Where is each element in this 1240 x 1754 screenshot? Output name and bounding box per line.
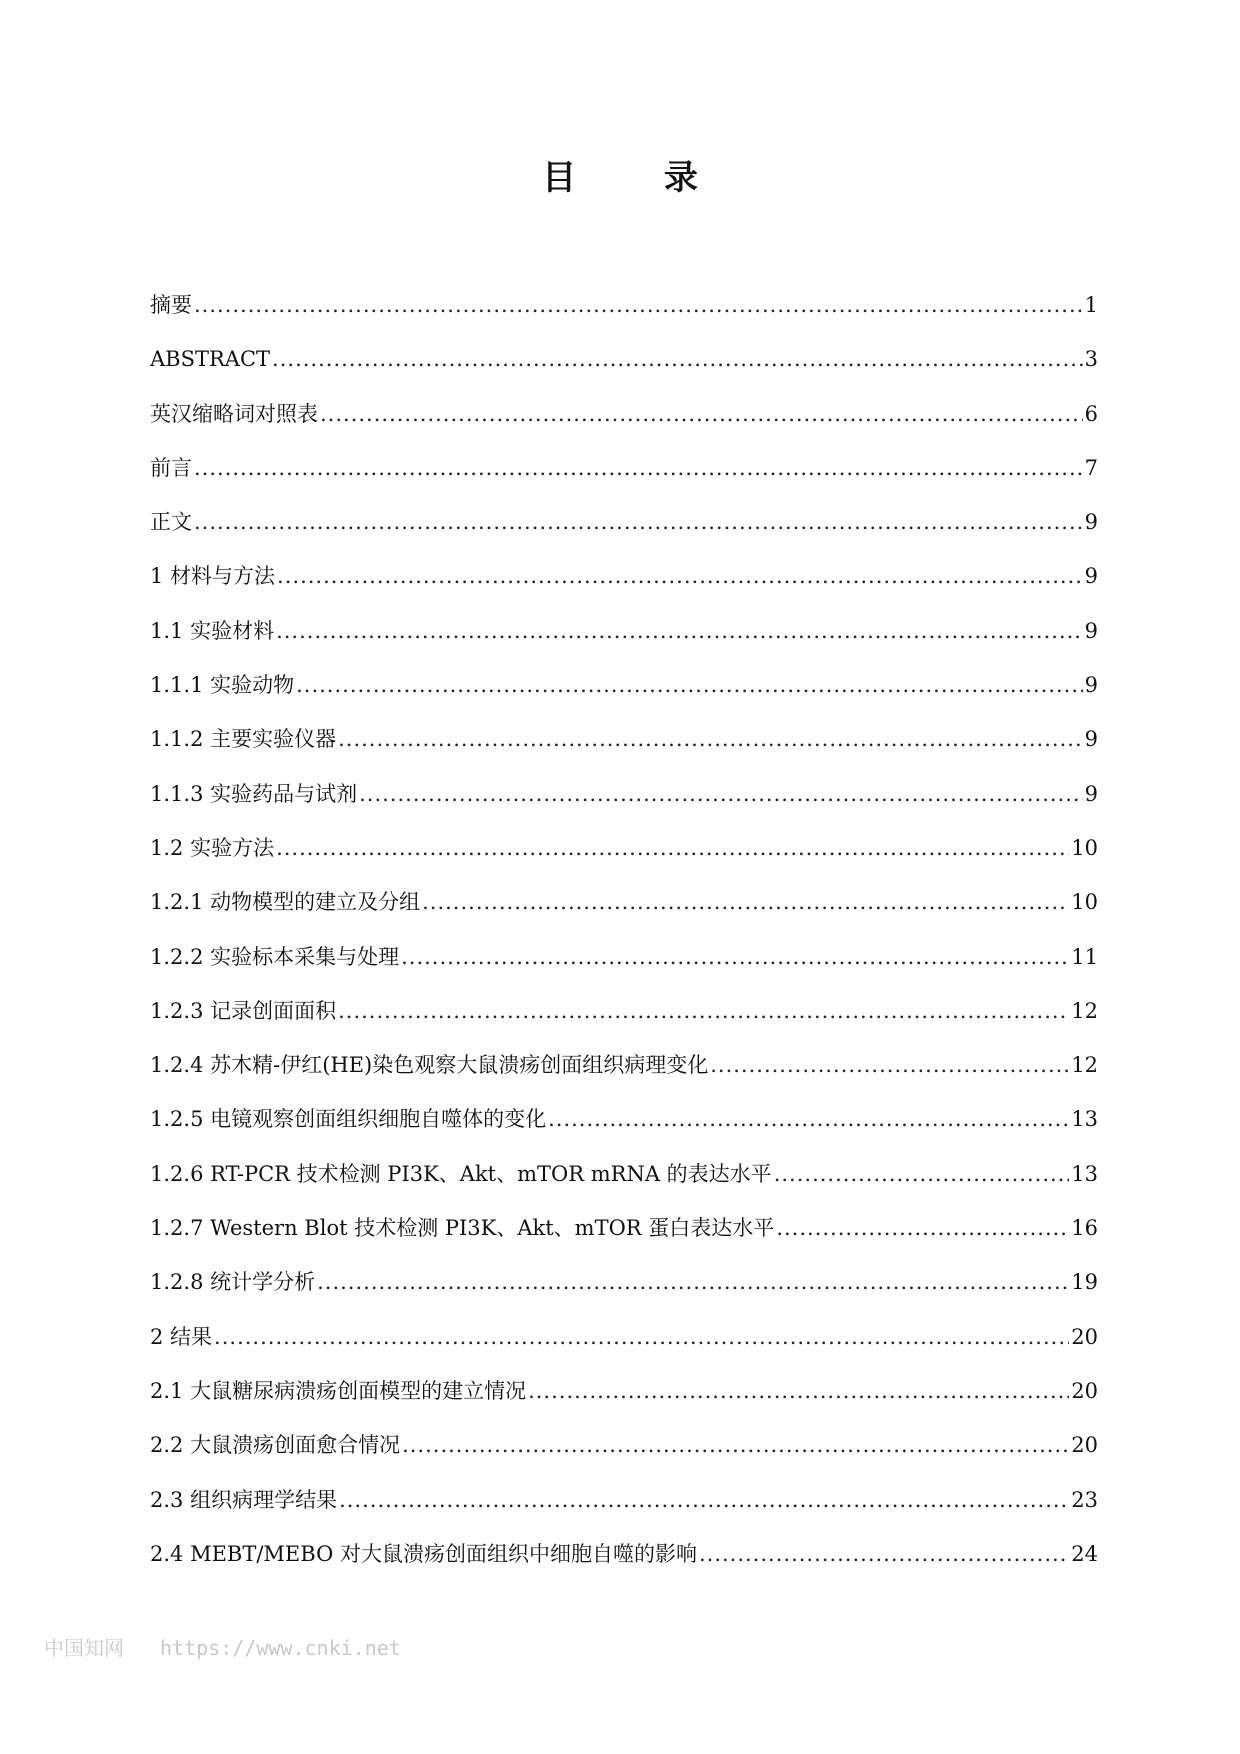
toc-entry-page-number: 10 [1071,835,1098,860]
toc-entry[interactable] [150,290,1098,344]
toc-entry-label: 1.2.5 电镜观察创面组织细胞自噬体的变化 [150,1107,547,1132]
toc-entry-label: 1.2.1 动物模型的建立及分组 [150,890,421,915]
toc-entry[interactable] [150,561,1098,615]
toc-dot-leader [194,453,1083,483]
toc-entry[interactable] [150,887,1098,941]
toc-entry-page-number: 9 [1084,727,1098,752]
toc-entry[interactable] [150,1430,1098,1484]
toc-entry-label: 1.2.6 RT-PCR 技术检测 PI3K、Akt、mTOR mRNA 的表达水平 [150,1161,772,1186]
toc-entry-page-number: 16 [1071,1216,1098,1241]
toc-entry-page-number: 20 [1071,1324,1098,1349]
toc-dot-leader [710,1050,1069,1080]
toc-entry-page-number: 24 [1071,1541,1098,1566]
toc-entry-label: 英汉缩略词对照表 [150,401,318,426]
toc-entry-page-number: 6 [1084,401,1098,426]
toc-dot-leader [338,724,1083,754]
toc-entry-page-number: 10 [1071,890,1098,915]
toc-entry-page-number: 13 [1071,1107,1098,1132]
toc-dot-leader [401,942,1069,972]
toc-entry-page-number: 9 [1084,673,1098,698]
toc-dot-leader [317,1267,1069,1297]
toc-entry[interactable] [150,344,1098,398]
toc-dot-leader [194,507,1083,537]
toc-dot-leader [776,1213,1069,1243]
toc-dot-leader [338,996,1069,1026]
toc-dot-leader [277,561,1083,591]
watermark [44,1632,401,1661]
toc-entry[interactable] [150,833,1098,887]
toc-dot-leader [402,1430,1069,1460]
toc-dot-leader [548,1104,1069,1134]
toc-entry-label: 2.3 组织病理学结果 [150,1487,338,1512]
toc-entry[interactable] [150,670,1098,724]
toc-entry-page-number: 9 [1084,510,1098,535]
toc-dot-leader [272,344,1083,374]
toc-entry[interactable] [150,1485,1098,1539]
toc-entry-page-number: 23 [1071,1487,1098,1512]
toc-entry[interactable] [150,724,1098,778]
toc-dot-leader [214,1322,1069,1352]
toc-entry-label: 1.2.4 苏木精-伊红(HE)染色观察大鼠溃疡创面组织病理变化 [150,1053,709,1078]
toc-dot-leader [276,833,1069,863]
toc-entry-label: 1.1.1 实验动物 [150,673,295,698]
toc-entry[interactable] [150,453,1098,507]
toc-entry[interactable] [150,942,1098,996]
table-of-contents [150,290,1098,1593]
toc-entry-label: 前言 [150,455,192,480]
toc-entry-label: 2 结果 [150,1324,213,1349]
toc-entry-page-number: 9 [1084,618,1098,643]
toc-entry-label: 1.2.8 统计学分析 [150,1270,316,1295]
toc-entry-page-number: 20 [1071,1378,1098,1403]
toc-entry[interactable] [150,1159,1098,1213]
toc-entry-label: 1.1.3 实验药品与试剂 [150,781,358,806]
watermark-brand: 中国知网 [44,1636,124,1660]
toc-dot-leader [422,887,1069,917]
toc-entry-label: 1.2.7 Western Blot 技术检测 PI3K、Akt、mTOR 蛋白表达水平 [150,1216,775,1241]
toc-entry-label: 1.1.2 主要实验仪器 [150,727,337,752]
watermark-url: https://www.cnki.net [160,1636,401,1660]
toc-entry[interactable] [150,1539,1098,1593]
toc-entry-page-number: 12 [1071,998,1098,1023]
toc-entry[interactable] [150,507,1098,561]
toc-entry-label: 2.1 大鼠糖尿病溃疡创面模型的建立情况 [150,1378,527,1403]
toc-entry-page-number: 1 [1084,293,1098,317]
toc-entry-page-number: 12 [1071,1053,1098,1078]
toc-dot-leader [296,670,1083,700]
toc-entry-label: 1.2.3 记录创面面积 [150,998,337,1023]
toc-entry[interactable] [150,399,1098,453]
toc-dot-leader [528,1376,1069,1406]
toc-entry[interactable] [150,1376,1098,1430]
toc-entry-page-number: 7 [1084,455,1098,480]
toc-entry[interactable] [150,1322,1098,1376]
toc-entry-page-number: 13 [1071,1161,1098,1186]
toc-entry-label: 1.1 实验材料 [150,618,275,643]
toc-entry[interactable] [150,996,1098,1050]
toc-entry-label: 1.2 实验方法 [150,835,275,860]
toc-dot-leader [339,1485,1069,1515]
toc-entry-label: 1 材料与方法 [150,564,276,589]
toc-entry[interactable] [150,1213,1098,1267]
toc-dot-leader [359,779,1083,809]
toc-entry-label: 2.2 大鼠溃疡创面愈合情况 [150,1433,401,1458]
toc-entry[interactable] [150,1267,1098,1321]
toc-entry[interactable] [150,1104,1098,1158]
toc-dot-leader [774,1159,1070,1189]
toc-entry-page-number: 20 [1071,1433,1098,1458]
toc-dot-leader [320,399,1083,429]
toc-entry[interactable] [150,1050,1098,1104]
toc-dot-leader [276,616,1083,646]
page-title: 目 录 [542,158,736,198]
toc-entry-page-number: 19 [1071,1270,1098,1295]
toc-entry-page-number: 9 [1084,781,1098,806]
toc-dot-leader [194,290,1083,320]
toc-entry[interactable] [150,779,1098,833]
toc-entry-label: 1.2.2 实验标本采集与处理 [150,944,400,969]
toc-entry-page-number: 3 [1084,347,1098,372]
toc-entry-label: 摘要 [150,293,192,317]
toc-entry[interactable] [150,616,1098,670]
toc-entry-label: ABSTRACT [150,347,271,372]
toc-entry-page-number: 11 [1071,944,1098,969]
toc-entry-page-number: 9 [1084,564,1098,589]
toc-dot-leader [699,1539,1069,1569]
toc-entry-label: 2.4 MEBT/MEBO 对大鼠溃疡创面组织中细胞自噬的影响 [150,1541,697,1566]
toc-entry-label: 正文 [150,510,192,535]
